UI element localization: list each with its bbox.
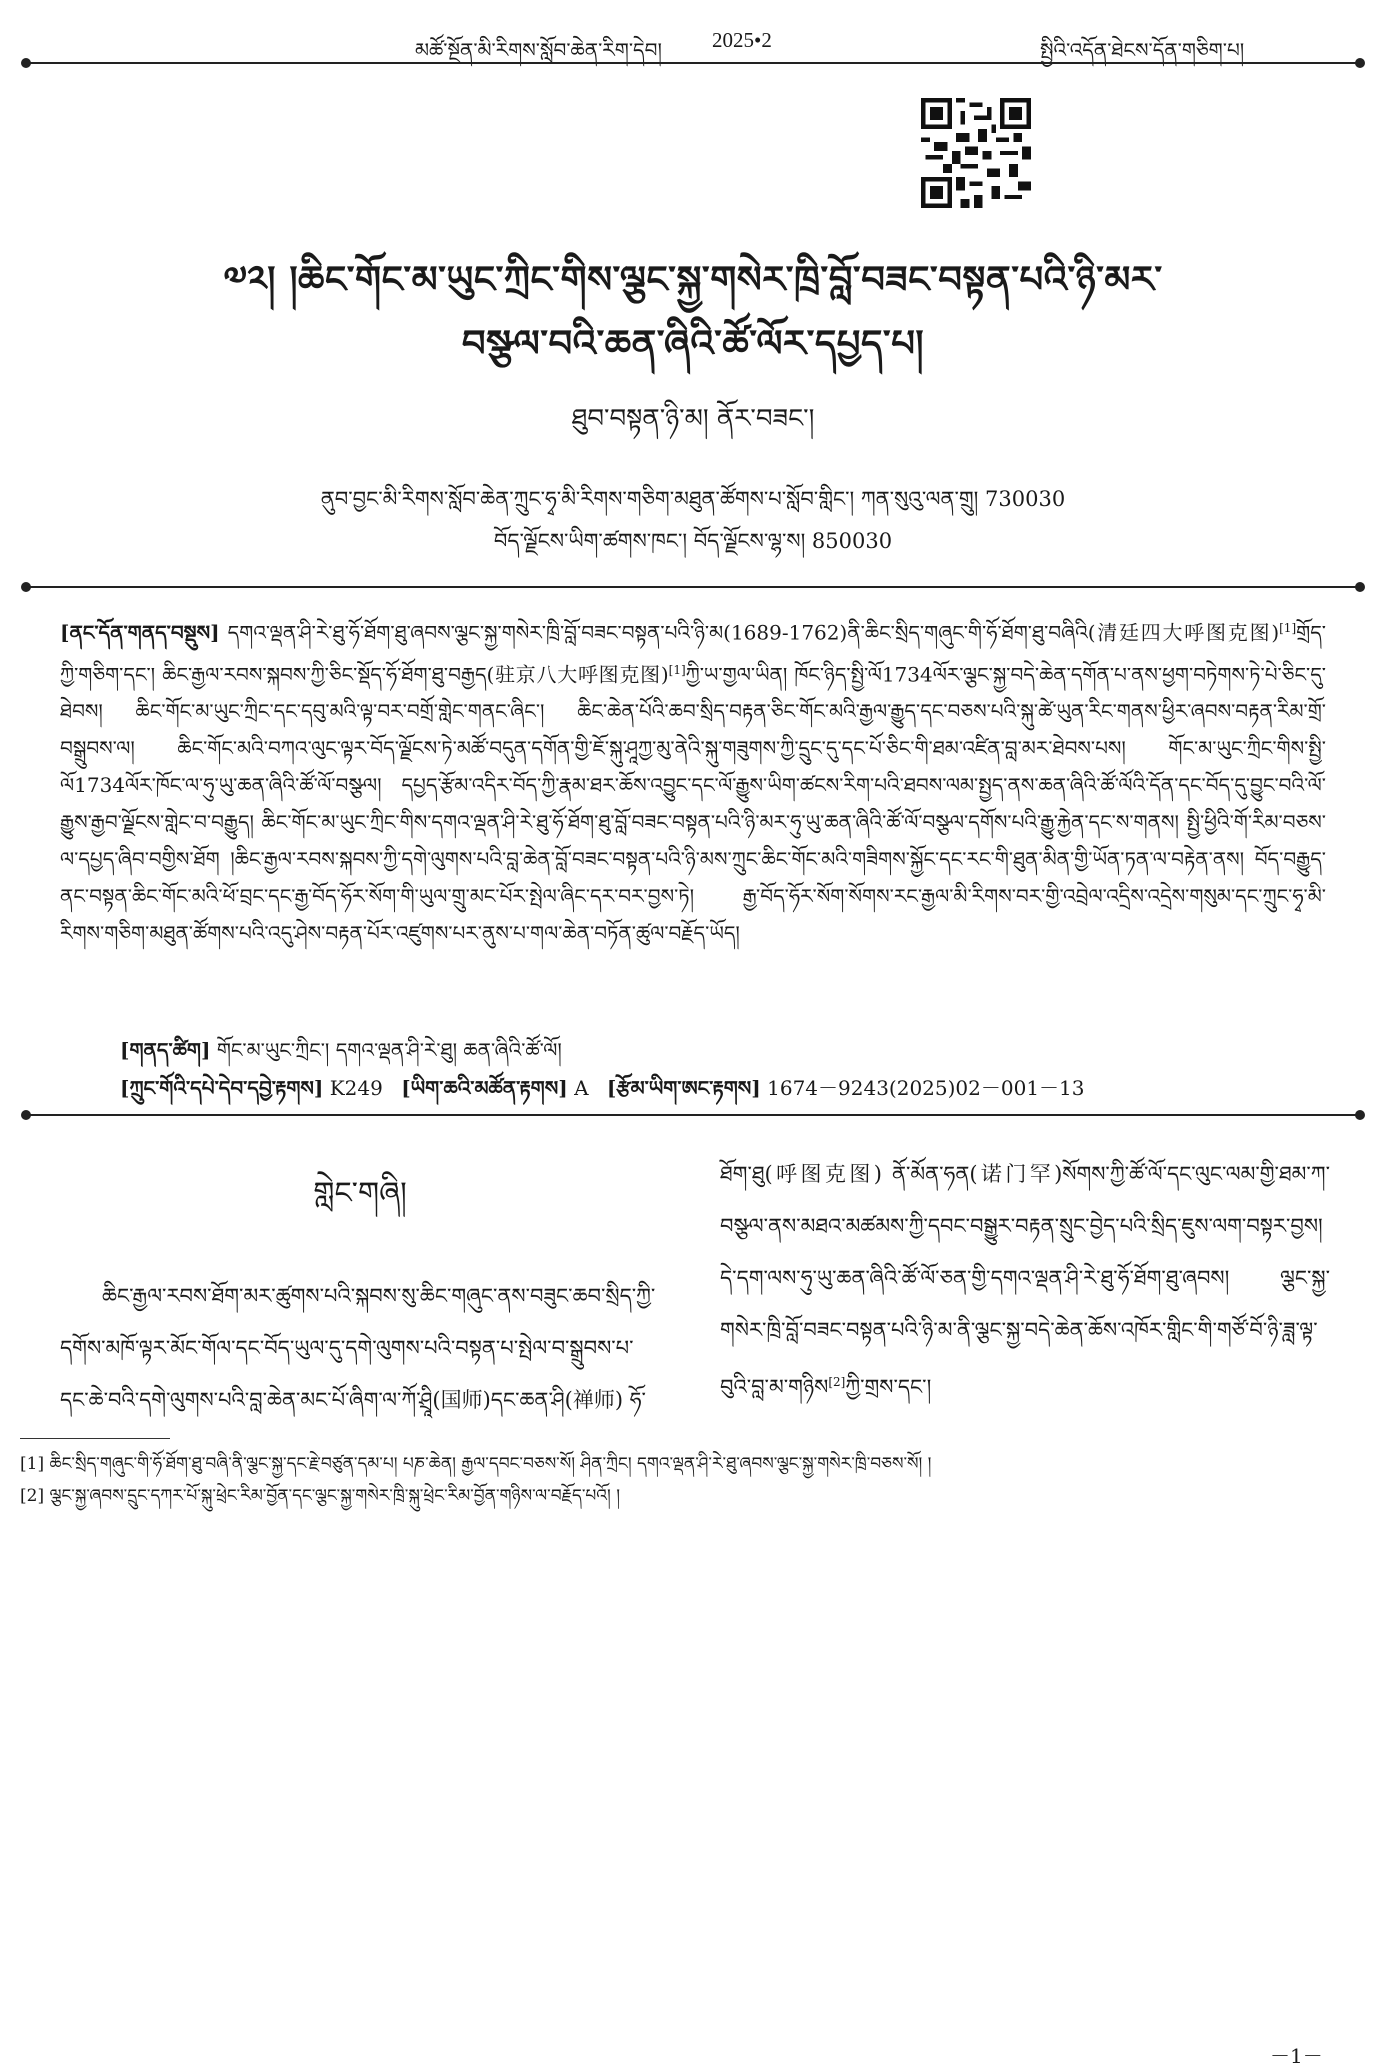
article-title-line-2: བསྩལ་བའི་ཆན་ཞིའི་ཚོ་ལོར་དཔྱད་པ། [461,321,925,365]
header-rule [25,62,1361,64]
footnotes [20,1448,1360,1512]
clc-label: [ཀྲུང་གོའི་དཔེ་དེབ་དབྱེ་རྟགས] [120,1076,324,1100]
abstract-text-3: ཀྱི་ཡ་གྱལ་ཡིན། ཁོང་ཉིད་སྤྱི་ལོ1734ལོར་ལྕང་སྐྱ་བདེ་ཆེན་དགོན་པ་ནས་ཕྱག་བཏེགས་ཏེ་པེ་ཅིང་དུ་ཐེབས། ཆིང་གོང་མ་ཡུང་ཀྲིང་དང་དབུ་མའི་ལྟ་བར་བགྲོ་གླེང་གནང་ཞིང་། ཆིང་ཆེན་པོའི་ཆབ་སྲིད་བརྟན་ཅིང་གོང་མའི་རྒྱལ་རྒྱུད་དང་བཅས་པའི་སྐུ་ཚེ་ཡུན་རིང་གནས་ཕྱིར་ཞབས་བརྟན་རིམ་གྲོ་བསྒྲུབས་ལ། ཆིང་གོང་མའི་བཀའ་ལུང་ལྟར་བོད་ལྗོངས་ཏེ་མཚོ་བདུན་དགོན་གྱི་ཇོ་སྐུ་ཤཱཀྱ་མུ་ནེའི་སྐུ་གཟུགས་ཀྱི་དྲུང་དུ་དང་པོ་ཅིང་གི་ཐམ་འཛིན་བླ་མར་ཐེབས་པས། གོང་མ་ཡུང་ཀྲིང་གིས་སྤྱི་ལོ1734ལོར་ཁོང་ལ་ཧུ་ཡུ་ཆན་ཞིའི་ཚོ་ལོ་བསྩལ། དཔྱད་རྩོམ་འདིར་བོད་ཀྱི་རྣམ་ཐར་ཆོས་འབྱུང་དང་ལོ་རྒྱུས་ཡིག་ཚངས་རིག་པའི་ཐབས་ལམ་སྤྱད་ནས་ཆན་ཞིའི་ཚོ་ལོའི་དོན་དང་བོད་དུ་བྱུང་བའི་ལོ་རྒྱུས་རྒྱབ་ལྗོངས་གླེང་བ་བརྒྱུད། ཆིང་གོང་མ་ཡུང་ཀྲིང་གིས་དགའ་ལྡན་ཤི་རེ་ཐུ་ཧོ་ཐོག་ཐུ་བློ་བཟང་བསྟན་པའི་ཉི་མར་ཧུ་ཡུ་ཆན་ཞིའི་ཚོ་ལོ་བསྩལ་དགོས་པའི་རྒྱུ་རྐྱེན་དང་ས་གནས། སྤྱི་ཕྱིའི་གོ་རིམ་བཅས་ལ་དཔྱད་ཞིབ་བགྱིས་ཐོག །ཆིང་རྒྱལ་རབས་སྐབས་ཀྱི་དགེ་ལུགས་པའི་བླ་ཆེན་བློ་བཟང་བསྟན་པའི་ཉི་མས་ཀྲུང་ཆིང་གོང་མའི་གཟིགས་སྐྱོང་དང་རང་གི་ཐུན་མིན་གྱི་ཡོན་ཏན་ལ་བརྟེན་ནས། བོད་བརྒྱུད་ནང་བསྟན་ཆིང་གོང་མའི་ཕོ་བྲང་དང་རྒྱ་བོད་ཧོར་སོག་གི་ཡུལ་གྲུ་མང་པོར་སྤེལ་ཞིང་དར་བར་བྱས་ཏེ། རྒྱ་བོད་ཧོར་སོག་སོགས་རང་རྒྱལ་མི་རིགས་བར་གྱི་འབྲེལ་འདྲིས་འདྲེས་གསུམ་དང་ཀྲུང་ཧྭ་མི་རིགས་གཅིག་མཐུན་ཚོགས་པའི་འདུ་ཤེས་བརྟན་པོར་འཛུགས་པར་ནུས་པ་གལ་ཆེན་བཏོན་ཚུལ་བརྗོད་ཡོད། [60,662,1326,946]
intro-paragraph-left: ཆིང་རྒྱལ་རབས་ཐོག་མར་ཚུགས་པའི་སྐབས་སུ་ཆིང་གཞུང་ནས་བཟུང་ཆབ་སྲིད་ཀྱི་དགོས་མཁོ་ལྟར་མོང་གོལ་དང་བོད་ཡུལ་དུ་དགེ་ལུགས་པའི་བསྟན་པ་སྤེལ་བ་སྒྲུབས་པ་དང་ཆེ་བའི་དགེ་ལུགས་པའི་བླ་ཆེན་མང་པོ་ཞིག་ལ་ཀོ་ཤྲཱི(国师)དང་ཆན་ཤི(禅师) ཧོ་ [60,1284,656,1412]
running-section: སྤྱིའི་འདོན་ཐེངས་དོན་གཅིག་པ། [1040,38,1245,62]
doc-code-label: [ཡིག་ཆའི་མཚོན་རྟགས] [401,1076,568,1100]
abstract-text-1: དགའ་ལྡན་ཤི་རེ་ཐུ་ཧོ་ཐོག་ཐུ་ཞབས་ལྕང་སྐྱ་གསེར་ཁྲི་བློ་བཟང་བསྟན་པའི་ཉི་མ(1689-1762)ནི་ཆིང་སྲིད་གཞུང་གི་ཧོ་ཐོག་ཐུ་བཞིའི(清廷四大呼图克图) [227,620,1280,645]
journal-name: མཚོ་སྔོན་མི་རིགས་སློབ་ཆེན་རིག་དེབ། [415,38,662,62]
article-id-value: 1674－9243(2025)02－001－13 [767,1076,1085,1100]
footnote-ref[interactable]: [1] [1279,621,1297,635]
footnote-rule [20,1438,170,1439]
running-header [0,24,1386,64]
footnote-ref[interactable]: [2] [828,1375,846,1389]
article-id-label: [རྩོམ་ཡིག་ཨང་རྟགས] [606,1076,761,1100]
issue-number: 2025•2 [712,28,772,52]
page-number: －1－ [1270,2044,1323,2068]
abstract [60,610,1326,952]
doc-code-value: A [574,1076,589,1100]
clc-value: K249 [329,1076,383,1100]
body-column-right [720,1148,1330,1413]
footnote-1: [1] ཆིང་སྲིད་གཞུང་གི་ཧོ་ཐོག་ཐུ་བཞི་ནི་ལྕང་སྐྱ་དང་རྗེ་བཙུན་དམ་པ། པཎ་ཆེན། རྒྱལ་དབང་བཅས་སོ། ཤིན་ཀྲིང། དགའ་ལྡན་ཤི་རེ་ཐུ་ཞབས་ལྕང་སྐྱ་གསེར་ཁྲི་བཅས་སོ། ། [20,1454,932,1474]
section-heading: གླེང་གཞི། [313,1176,407,1211]
keywords-value: གོང་མ་ཡུང་ཀྲིང་། དགའ་ལྡན་ཤི་རེ་ཐུ། ཆན་ཞིའི་ཚོ་ལོ། [216,1038,562,1062]
body-column-left [60,1148,660,1426]
abstract-text-2: གྲོད་ཀྱི་གཅིག་དང་། ཆིང་རྒྱལ་རབས་སྐབས་ཀྱི་ཅིང་སྡོད་ཧོ་ཐོག་ཐུ་བརྒྱད(驻京八大呼图克图) [60,620,1326,687]
qr-code-icon [921,98,1031,208]
authors: ཐུབ་བསྟན་ཉི་མ། ནོར་བཟང་། [571,404,815,434]
footnote-ref[interactable]: [1] [668,662,686,677]
affiliation-1: ནུབ་བྱང་མི་རིགས་སློབ་ཆེན་ཀྲུང་ཧྭ་མི་རིགས་གཅིག་མཐུན་ཚོགས་པ་སློབ་གླིང་། ཀན་སུའུ་ལན་གྲུ། 730030 [320,487,1066,511]
abstract-bottom-rule [25,1114,1361,1116]
intro-text-right-b: ཀྱི་གྲས་དང་། [845,1375,932,1399]
footnote-2: [2] ལྕང་སྐྱ་ཞབས་དྲུང་དཀར་པོ་སྐུ་ཕྲེང་རིམ་བྱོན་དང་ལྕང་སྐྱ་གསེར་ཁྲི་སྐུ་ཕྲེང་རིམ་བྱོན་གཉིས་ལ་བརྗོད་པའོ། ། [20,1486,620,1506]
abstract-top-rule [25,586,1361,588]
affiliation-2: བོད་ལྗོངས་ཡིག་ཚགས་ཁང་། བོད་ལྗོངས་ལྷ་ས། 850030 [493,529,893,553]
keywords-label: [གནད་ཚིག] [120,1038,211,1062]
abstract-label: [ནང་དོན་གནད་བསྡུས] [60,620,220,645]
article-title-line-1: ༧༢། །ཆིང་གོང་མ་ཡུང་ཀྲིང་གིས་ལྕང་སྐྱ་གསེར་ཁྲི་བློ་བཟང་བསྟན་པའི་ཉི་མར་ [223,257,1163,301]
intro-text-right-a: ཐོག་ཐུ(呼图克图) ནོ་མོན་ཧན(诺门罕)སོགས་ཀྱི་ཚོ་ལོ་དང་ལུང་ལམ་གྱི་ཐམ་ཀ་བསྩལ་ནས་མཐའ་མཚམས་ཀྱི་དབང་བསྒྱུར་བརྟན་སྲུང་བྱེད་པའི་སྲིད་ཇུས་ལག་བསྟར་བྱས། དེ་དག་ལས་ཧུ་ཡུ་ཆན་ཞིའི་ཚོ་ལོ་ཅན་གྱི་དགའ་ལྡན་ཤི་རེ་ཐུ་ཧོ་ཐོག་ཐུ་ཞབས། ལྕང་སྐྱ་གསེར་ཁྲི་བློ་བཟང་བསྟན་པའི་ཉི་མ་ནི་ལྕང་སྐྱ་བདེ་ཆེན་ཆོས་འཁོར་གླིང་གི་གཙོ་བོ་ཉི་ཟླ་ལྟ་བུའི་བླ་མ་གཉིས [720,1162,1330,1399]
intro-paragraph-right [720,1148,1330,1413]
